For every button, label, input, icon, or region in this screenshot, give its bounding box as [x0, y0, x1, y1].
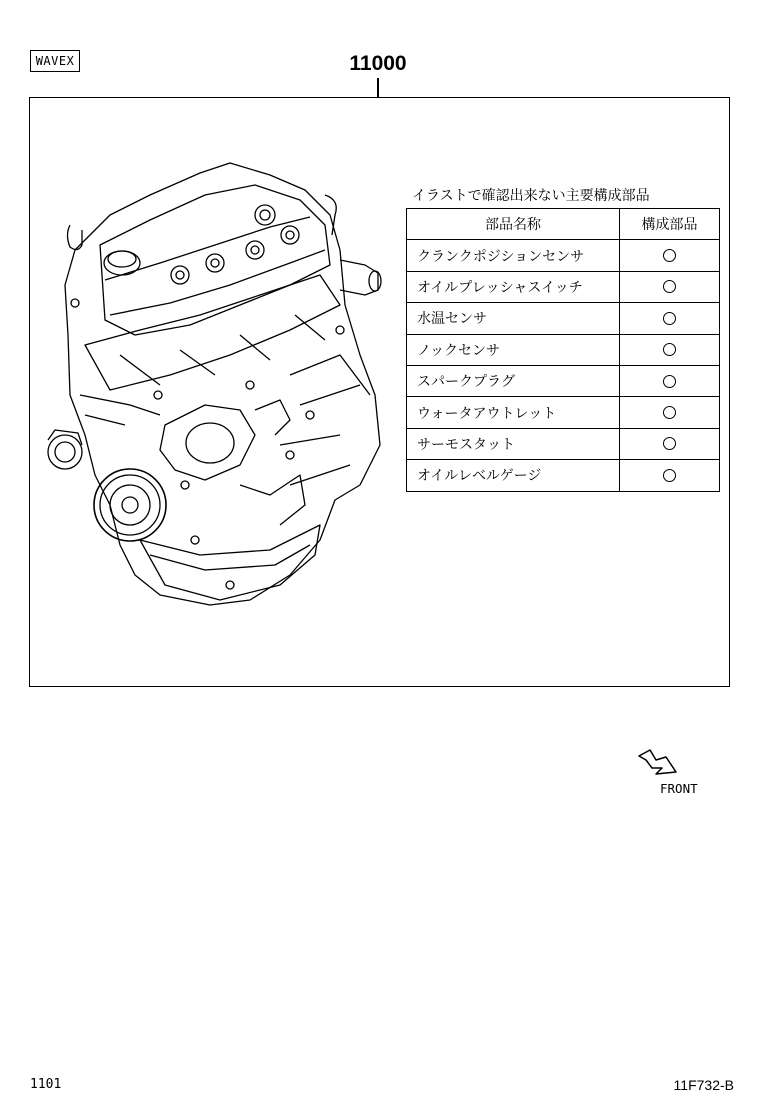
- part-name: スパークプラグ: [407, 365, 620, 396]
- component-mark: [620, 303, 720, 334]
- engine-assembly-illustration: [40, 155, 385, 615]
- table-row: [407, 365, 720, 396]
- model-tag: WAVEX: [30, 50, 80, 72]
- circle-mark-icon: [663, 375, 676, 388]
- circle-mark-icon: [663, 343, 676, 356]
- table-title: イラストで確認出来ない主要構成部品: [412, 188, 650, 204]
- front-label: FRONT: [660, 781, 698, 796]
- circle-mark-icon: [663, 312, 676, 325]
- part-number: 11000: [349, 52, 407, 75]
- component-mark: [620, 240, 720, 271]
- table-row: [407, 303, 720, 334]
- table-header-row: [407, 209, 720, 240]
- table-row: [407, 428, 720, 459]
- table-row: [407, 460, 720, 491]
- component-mark: [620, 334, 720, 365]
- part-name: サーモスタット: [407, 428, 620, 459]
- header-component: 構成部品: [620, 209, 720, 240]
- figure-code: 11F732-B: [673, 1077, 734, 1093]
- part-name: クランクポジションセンサ: [407, 240, 620, 271]
- component-mark: [620, 271, 720, 302]
- table-row: [407, 334, 720, 365]
- circle-mark-icon: [663, 406, 676, 419]
- component-mark: [620, 460, 720, 491]
- circle-mark-icon: [663, 249, 676, 262]
- table-row: [407, 271, 720, 302]
- component-mark: [620, 397, 720, 428]
- table-row: [407, 397, 720, 428]
- part-number-leader-line: [377, 78, 379, 98]
- circle-mark-icon: [663, 437, 676, 450]
- front-arrow-icon: [636, 748, 680, 778]
- parts-table: [406, 208, 720, 492]
- circle-mark-icon: [663, 469, 676, 482]
- component-mark: [620, 365, 720, 396]
- part-name: ノックセンサ: [407, 334, 620, 365]
- circle-mark-icon: [663, 280, 676, 293]
- part-name: ウォータアウトレット: [407, 397, 620, 428]
- part-name: オイルプレッシャスイッチ: [407, 271, 620, 302]
- component-mark: [620, 428, 720, 459]
- header-part-name: 部品名称: [407, 209, 620, 240]
- page-number: 1101: [30, 1077, 62, 1092]
- table-row: [407, 240, 720, 271]
- part-name: 水温センサ: [407, 303, 620, 334]
- part-name: オイルレベルゲージ: [407, 460, 620, 491]
